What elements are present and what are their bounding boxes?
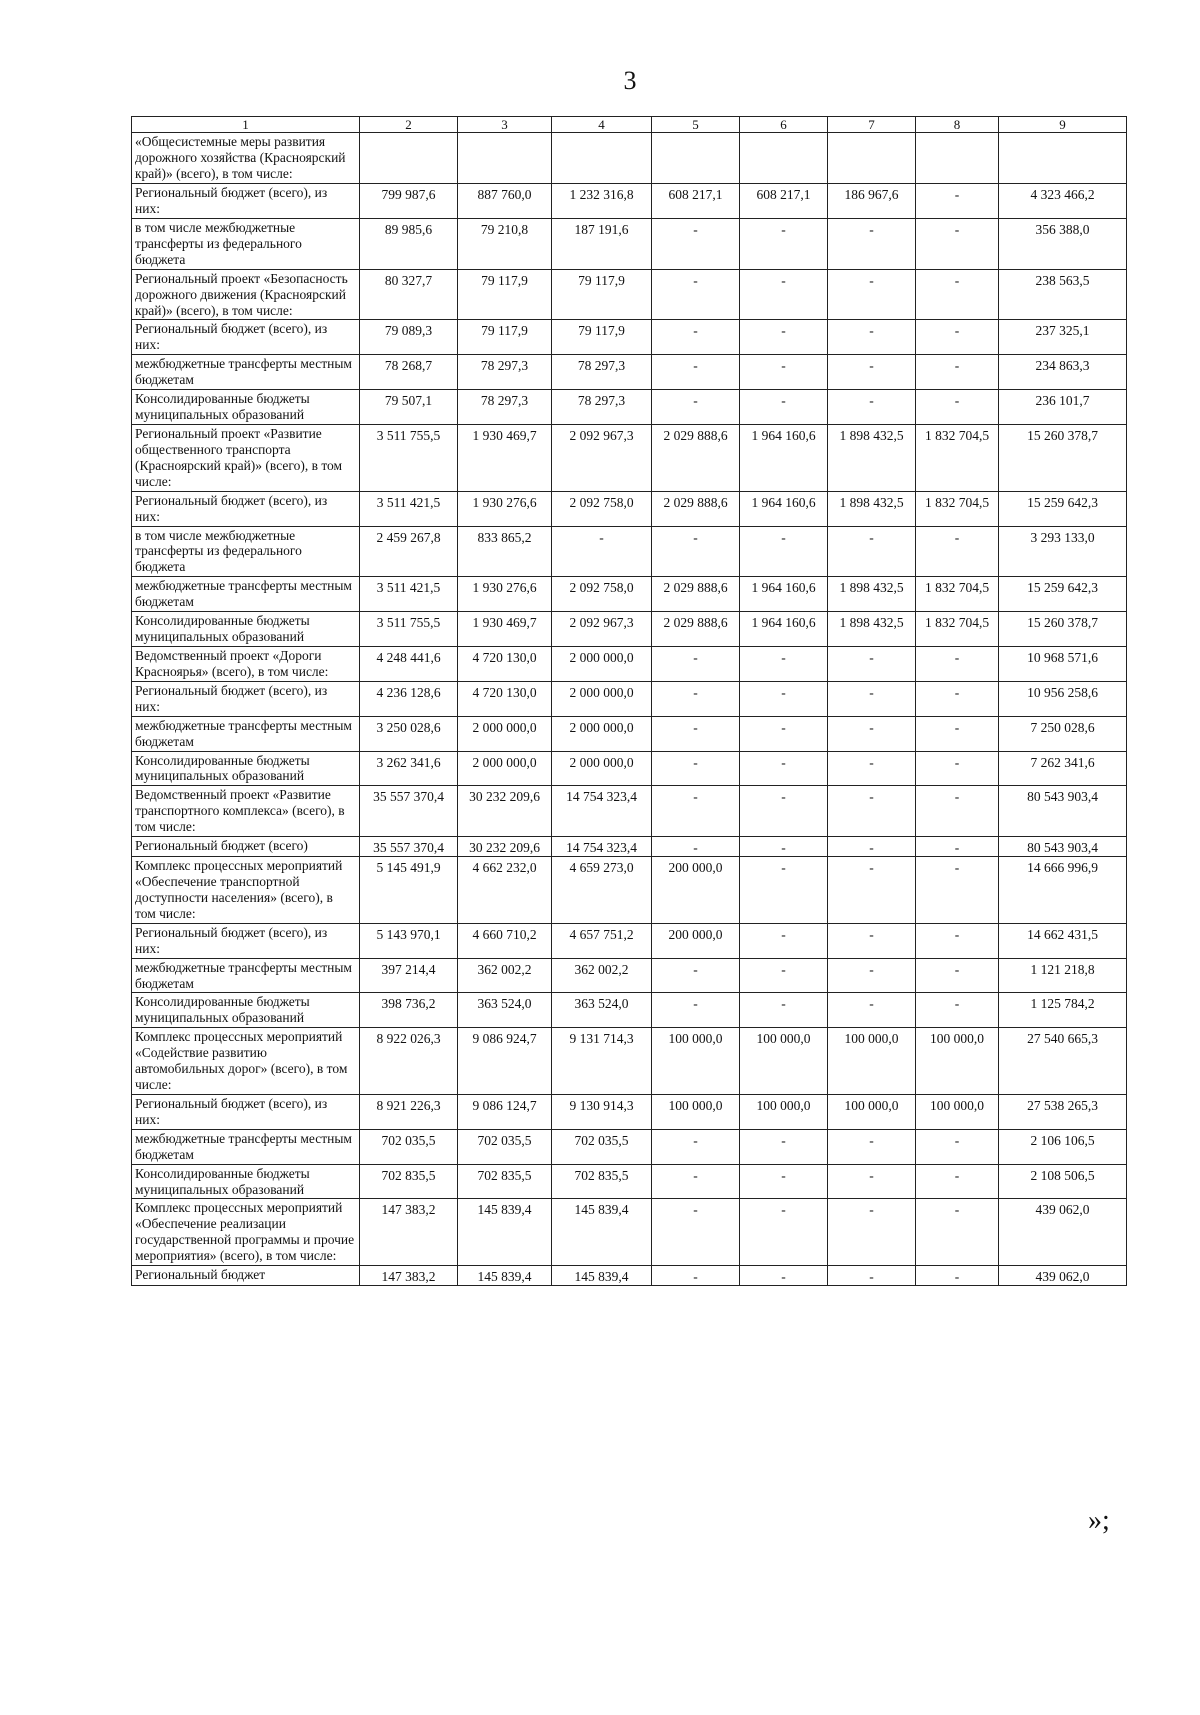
value-cell: 89 985,6: [360, 218, 458, 269]
value-cell: 4 720 130,0: [458, 681, 552, 716]
value-cell: 27 540 665,3: [999, 1028, 1127, 1095]
row-label: Ведомственный проект «Развитие транспортного комплекса» (всего), в том числе:: [132, 786, 360, 837]
table-row: [132, 491, 1127, 526]
table-row: [132, 355, 1127, 390]
value-cell: 702 835,5: [552, 1164, 652, 1199]
row-label: межбюджетные трансферты местным бюджетам: [132, 1129, 360, 1164]
value-cell: 1 930 469,7: [458, 425, 552, 492]
table-row: [132, 218, 1127, 269]
value-cell: -: [828, 837, 916, 857]
row-label: Региональный бюджет (всего), из них:: [132, 184, 360, 219]
column-header-5: 5: [652, 117, 740, 133]
value-cell: -: [916, 1199, 999, 1266]
value-cell: -: [652, 958, 740, 993]
value-cell: -: [916, 716, 999, 751]
value-cell: 4 323 466,2: [999, 184, 1127, 219]
column-header-1: 1: [132, 117, 360, 133]
value-cell: 608 217,1: [652, 184, 740, 219]
row-label: Консолидированные бюджеты муниципальных образований: [132, 751, 360, 786]
row-label: Комплекс процессных мероприятий «Обеспечение реализации государственной программы и прочие мероприятия» (всего), в том числе:: [132, 1199, 360, 1266]
value-cell: 15 260 378,7: [999, 425, 1127, 492]
column-header-3: 3: [458, 117, 552, 133]
value-cell: 3 262 341,6: [360, 751, 458, 786]
value-cell: -: [828, 1199, 916, 1266]
value-cell: 799 987,6: [360, 184, 458, 219]
value-cell: -: [740, 1164, 828, 1199]
value-cell: -: [828, 646, 916, 681]
value-cell: -: [652, 269, 740, 320]
value-cell: 608 217,1: [740, 184, 828, 219]
table-row: [132, 1129, 1127, 1164]
column-header-6: 6: [740, 117, 828, 133]
value-cell: -: [740, 355, 828, 390]
value-cell: 78 268,7: [360, 355, 458, 390]
value-cell: 1 898 432,5: [828, 577, 916, 612]
value-cell: 27 538 265,3: [999, 1094, 1127, 1129]
value-cell: 79 089,3: [360, 320, 458, 355]
row-label: межбюджетные трансферты местным бюджетам: [132, 716, 360, 751]
value-cell: 1 832 704,5: [916, 612, 999, 647]
value-cell: -: [740, 958, 828, 993]
row-label: Ведомственный проект «Дороги Красноярья» (всего), в том числе:: [132, 646, 360, 681]
value-cell: [828, 133, 916, 184]
table-row: [132, 526, 1127, 577]
value-cell: -: [652, 355, 740, 390]
value-cell: -: [740, 1199, 828, 1266]
table-row: [132, 681, 1127, 716]
table-row: [132, 133, 1127, 184]
table-row: [132, 751, 1127, 786]
value-cell: 100 000,0: [828, 1028, 916, 1095]
table-row: [132, 269, 1127, 320]
value-cell: [740, 133, 828, 184]
value-cell: 1 964 160,6: [740, 577, 828, 612]
value-cell: -: [916, 1266, 999, 1286]
value-cell: 14 754 323,4: [552, 786, 652, 837]
value-cell: -: [916, 320, 999, 355]
value-cell: [552, 133, 652, 184]
value-cell: 1 930 276,6: [458, 491, 552, 526]
value-cell: 1 125 784,2: [999, 993, 1127, 1028]
value-cell: 78 297,3: [552, 355, 652, 390]
row-label: Региональный проект «Развитие общественного транспорта (Красноярский край)» (всего), в том числе:: [132, 425, 360, 492]
value-cell: 78 297,3: [458, 355, 552, 390]
value-cell: 15 260 378,7: [999, 612, 1127, 647]
value-cell: 4 660 710,2: [458, 923, 552, 958]
table-row: [132, 958, 1127, 993]
value-cell: -: [916, 184, 999, 219]
table-row: [132, 837, 1127, 857]
value-cell: 702 035,5: [552, 1129, 652, 1164]
value-cell: 2 000 000,0: [552, 751, 652, 786]
value-cell: -: [740, 786, 828, 837]
value-cell: 1 930 276,6: [458, 577, 552, 612]
value-cell: -: [916, 390, 999, 425]
value-cell: 10 956 258,6: [999, 681, 1127, 716]
value-cell: -: [916, 218, 999, 269]
page-number: 3: [623, 66, 637, 95]
table-row: [132, 716, 1127, 751]
value-cell: 100 000,0: [740, 1028, 828, 1095]
value-cell: -: [740, 681, 828, 716]
table-row: [132, 320, 1127, 355]
value-cell: 887 760,0: [458, 184, 552, 219]
value-cell: 200 000,0: [652, 857, 740, 924]
value-cell: -: [916, 751, 999, 786]
value-cell: 702 035,5: [458, 1129, 552, 1164]
table-row: [132, 993, 1127, 1028]
value-cell: -: [916, 269, 999, 320]
value-cell: 7 262 341,6: [999, 751, 1127, 786]
value-cell: 7 250 028,6: [999, 716, 1127, 751]
value-cell: 79 117,9: [458, 269, 552, 320]
row-label: Региональный бюджет (всего), из них:: [132, 923, 360, 958]
value-cell: 1 832 704,5: [916, 425, 999, 492]
value-cell: -: [916, 786, 999, 837]
value-cell: 8 922 026,3: [360, 1028, 458, 1095]
value-cell: 100 000,0: [828, 1094, 916, 1129]
value-cell: 79 117,9: [552, 269, 652, 320]
row-label: «Общесистемные меры развития дорожного хозяйства (Красноярский край)» (всего), в том числе:: [132, 133, 360, 184]
value-cell: -: [652, 390, 740, 425]
value-cell: -: [652, 786, 740, 837]
value-cell: 100 000,0: [916, 1028, 999, 1095]
table-row: [132, 390, 1127, 425]
value-cell: 1 964 160,6: [740, 612, 828, 647]
value-cell: 362 002,2: [552, 958, 652, 993]
value-cell: -: [552, 526, 652, 577]
value-cell: 78 297,3: [552, 390, 652, 425]
value-cell: 9 130 914,3: [552, 1094, 652, 1129]
value-cell: -: [828, 526, 916, 577]
row-label: Региональный бюджет: [132, 1266, 360, 1286]
value-cell: 9 086 924,7: [458, 1028, 552, 1095]
value-cell: 2 092 758,0: [552, 491, 652, 526]
row-label: Региональный бюджет (всего), из них:: [132, 681, 360, 716]
value-cell: -: [652, 1129, 740, 1164]
value-cell: -: [740, 646, 828, 681]
value-cell: 2 106 106,5: [999, 1129, 1127, 1164]
value-cell: -: [828, 786, 916, 837]
value-cell: -: [652, 526, 740, 577]
value-cell: 4 236 128,6: [360, 681, 458, 716]
value-cell: 14 662 431,5: [999, 923, 1127, 958]
value-cell: [652, 133, 740, 184]
value-cell: -: [828, 390, 916, 425]
row-label: Консолидированные бюджеты муниципальных образований: [132, 612, 360, 647]
table-row: [132, 425, 1127, 492]
value-cell: 100 000,0: [652, 1028, 740, 1095]
value-cell: -: [828, 751, 916, 786]
row-label: Консолидированные бюджеты муниципальных образований: [132, 390, 360, 425]
value-cell: 2 092 967,3: [552, 612, 652, 647]
table-row: [132, 612, 1127, 647]
value-cell: 363 524,0: [552, 993, 652, 1028]
value-cell: 4 720 130,0: [458, 646, 552, 681]
row-label: Региональный бюджет (всего), из них:: [132, 1094, 360, 1129]
value-cell: -: [652, 716, 740, 751]
value-cell: -: [740, 716, 828, 751]
value-cell: 9 131 714,3: [552, 1028, 652, 1095]
value-cell: 236 101,7: [999, 390, 1127, 425]
value-cell: 1 898 432,5: [828, 491, 916, 526]
value-cell: 145 839,4: [552, 1266, 652, 1286]
value-cell: 2 092 967,3: [552, 425, 652, 492]
value-cell: -: [740, 390, 828, 425]
value-cell: 2 000 000,0: [458, 716, 552, 751]
value-cell: -: [652, 681, 740, 716]
table-row: [132, 1199, 1127, 1266]
value-cell: 833 865,2: [458, 526, 552, 577]
value-cell: 3 250 028,6: [360, 716, 458, 751]
value-cell: 1 121 218,8: [999, 958, 1127, 993]
value-cell: -: [740, 751, 828, 786]
value-cell: 2 000 000,0: [552, 646, 652, 681]
value-cell: 145 839,4: [458, 1266, 552, 1286]
value-cell: 30 232 209,6: [458, 837, 552, 857]
value-cell: 79 210,8: [458, 218, 552, 269]
table-row: [132, 577, 1127, 612]
value-cell: 702 035,5: [360, 1129, 458, 1164]
value-cell: -: [916, 857, 999, 924]
value-cell: 186 967,6: [828, 184, 916, 219]
value-cell: 356 388,0: [999, 218, 1127, 269]
value-cell: 35 557 370,4: [360, 786, 458, 837]
value-cell: 2 108 506,5: [999, 1164, 1127, 1199]
table-body: [132, 133, 1127, 1286]
table-row: [132, 923, 1127, 958]
value-cell: -: [740, 857, 828, 924]
value-cell: -: [740, 320, 828, 355]
value-cell: -: [916, 646, 999, 681]
value-cell: 1 964 160,6: [740, 425, 828, 492]
value-cell: 4 657 751,2: [552, 923, 652, 958]
value-cell: 3 511 421,5: [360, 577, 458, 612]
table-row: [132, 1028, 1127, 1095]
budget-table: [131, 116, 1127, 1286]
value-cell: 1 232 316,8: [552, 184, 652, 219]
closing-quote-mark: »;: [1088, 1505, 1110, 1536]
value-cell: 9 086 124,7: [458, 1094, 552, 1129]
value-cell: -: [740, 526, 828, 577]
value-cell: 3 511 755,5: [360, 425, 458, 492]
value-cell: 2 029 888,6: [652, 612, 740, 647]
value-cell: 15 259 642,3: [999, 577, 1127, 612]
value-cell: 100 000,0: [740, 1094, 828, 1129]
value-cell: 2 029 888,6: [652, 491, 740, 526]
value-cell: 2 000 000,0: [458, 751, 552, 786]
value-cell: 363 524,0: [458, 993, 552, 1028]
value-cell: -: [740, 837, 828, 857]
value-cell: 2 459 267,8: [360, 526, 458, 577]
value-cell: 397 214,4: [360, 958, 458, 993]
value-cell: -: [652, 1266, 740, 1286]
value-cell: 14 666 996,9: [999, 857, 1127, 924]
row-label: Консолидированные бюджеты муниципальных образований: [132, 993, 360, 1028]
value-cell: 2 029 888,6: [652, 577, 740, 612]
column-header-9: 9: [999, 117, 1127, 133]
value-cell: -: [828, 716, 916, 751]
value-cell: -: [740, 993, 828, 1028]
value-cell: 79 117,9: [552, 320, 652, 355]
header-row: [132, 117, 1127, 133]
value-cell: -: [916, 993, 999, 1028]
value-cell: 145 839,4: [458, 1199, 552, 1266]
value-cell: 1 832 704,5: [916, 577, 999, 612]
value-cell: 2 000 000,0: [552, 716, 652, 751]
value-cell: -: [828, 958, 916, 993]
value-cell: -: [652, 320, 740, 355]
column-header-7: 7: [828, 117, 916, 133]
value-cell: 702 835,5: [360, 1164, 458, 1199]
row-label: в том числе межбюджетные трансферты из федерального бюджета: [132, 526, 360, 577]
value-cell: -: [828, 993, 916, 1028]
column-header-4: 4: [552, 117, 652, 133]
value-cell: -: [652, 993, 740, 1028]
value-cell: 79 507,1: [360, 390, 458, 425]
table-row: [132, 646, 1127, 681]
value-cell: -: [652, 218, 740, 269]
value-cell: 237 325,1: [999, 320, 1127, 355]
column-header-2: 2: [360, 117, 458, 133]
row-label: Консолидированные бюджеты муниципальных образований: [132, 1164, 360, 1199]
value-cell: 15 259 642,3: [999, 491, 1127, 526]
value-cell: [999, 133, 1127, 184]
value-cell: 1 898 432,5: [828, 612, 916, 647]
value-cell: [458, 133, 552, 184]
value-cell: 439 062,0: [999, 1266, 1127, 1286]
value-cell: -: [916, 681, 999, 716]
table-row: [132, 1266, 1127, 1286]
row-label: Комплекс процессных мероприятий «Содействие развитию автомобильных дорог» (всего), в том числе:: [132, 1028, 360, 1095]
value-cell: 80 543 903,4: [999, 786, 1127, 837]
value-cell: -: [916, 1129, 999, 1164]
value-cell: 35 557 370,4: [360, 837, 458, 857]
value-cell: -: [740, 1129, 828, 1164]
value-cell: 79 117,9: [458, 320, 552, 355]
value-cell: -: [916, 526, 999, 577]
table-row: [132, 1094, 1127, 1129]
value-cell: 145 839,4: [552, 1199, 652, 1266]
value-cell: [360, 133, 458, 184]
value-cell: 10 968 571,6: [999, 646, 1127, 681]
value-cell: 3 511 421,5: [360, 491, 458, 526]
value-cell: 100 000,0: [916, 1094, 999, 1129]
value-cell: -: [828, 1129, 916, 1164]
row-label: Региональный проект «Безопасность дорожного движения (Красноярский край)» (всего), в том числе:: [132, 269, 360, 320]
value-cell: -: [828, 355, 916, 390]
value-cell: [916, 133, 999, 184]
value-cell: 439 062,0: [999, 1199, 1127, 1266]
value-cell: 5 145 491,9: [360, 857, 458, 924]
value-cell: 398 736,2: [360, 993, 458, 1028]
value-cell: 5 143 970,1: [360, 923, 458, 958]
value-cell: -: [916, 1164, 999, 1199]
value-cell: 2 000 000,0: [552, 681, 652, 716]
value-cell: 147 383,2: [360, 1199, 458, 1266]
value-cell: 4 662 232,0: [458, 857, 552, 924]
value-cell: -: [828, 269, 916, 320]
table-row: [132, 1164, 1127, 1199]
value-cell: 702 835,5: [458, 1164, 552, 1199]
value-cell: -: [916, 923, 999, 958]
value-cell: 80 327,7: [360, 269, 458, 320]
value-cell: 1 832 704,5: [916, 491, 999, 526]
value-cell: -: [828, 857, 916, 924]
row-label: межбюджетные трансферты местным бюджетам: [132, 958, 360, 993]
value-cell: 2 092 758,0: [552, 577, 652, 612]
value-cell: 8 921 226,3: [360, 1094, 458, 1129]
value-cell: -: [828, 1164, 916, 1199]
row-label: Региональный бюджет (всего), из них:: [132, 320, 360, 355]
value-cell: 14 754 323,4: [552, 837, 652, 857]
table-header: [132, 117, 1127, 133]
value-cell: -: [740, 1266, 828, 1286]
row-label: межбюджетные трансферты местным бюджетам: [132, 577, 360, 612]
value-cell: -: [828, 1266, 916, 1286]
value-cell: 238 563,5: [999, 269, 1127, 320]
row-label: Комплекс процессных мероприятий «Обеспечение транспортной доступности населения» (всего), в том числе:: [132, 857, 360, 924]
table-row: [132, 786, 1127, 837]
value-cell: 30 232 209,6: [458, 786, 552, 837]
value-cell: -: [652, 1199, 740, 1266]
value-cell: 4 248 441,6: [360, 646, 458, 681]
value-cell: 234 863,3: [999, 355, 1127, 390]
column-header-8: 8: [916, 117, 999, 133]
row-label: в том числе межбюджетные трансферты из федерального бюджета: [132, 218, 360, 269]
value-cell: 2 029 888,6: [652, 425, 740, 492]
value-cell: -: [828, 681, 916, 716]
table-row: [132, 184, 1127, 219]
value-cell: -: [652, 837, 740, 857]
value-cell: 147 383,2: [360, 1266, 458, 1286]
value-cell: -: [916, 958, 999, 993]
value-cell: 200 000,0: [652, 923, 740, 958]
row-label: Региональный бюджет (всего): [132, 837, 360, 857]
value-cell: 78 297,3: [458, 390, 552, 425]
value-cell: 1 930 469,7: [458, 612, 552, 647]
value-cell: -: [652, 646, 740, 681]
value-cell: 3 511 755,5: [360, 612, 458, 647]
value-cell: -: [916, 837, 999, 857]
row-label: Региональный бюджет (всего), из них:: [132, 491, 360, 526]
value-cell: -: [828, 320, 916, 355]
value-cell: -: [652, 1164, 740, 1199]
value-cell: 4 659 273,0: [552, 857, 652, 924]
value-cell: 80 543 903,4: [999, 837, 1127, 857]
value-cell: -: [740, 923, 828, 958]
value-cell: -: [740, 218, 828, 269]
value-cell: 187 191,6: [552, 218, 652, 269]
table-row: [132, 857, 1127, 924]
row-label: межбюджетные трансферты местным бюджетам: [132, 355, 360, 390]
value-cell: -: [828, 218, 916, 269]
value-cell: 1 964 160,6: [740, 491, 828, 526]
value-cell: 362 002,2: [458, 958, 552, 993]
value-cell: 100 000,0: [652, 1094, 740, 1129]
value-cell: -: [828, 923, 916, 958]
value-cell: -: [916, 355, 999, 390]
value-cell: 3 293 133,0: [999, 526, 1127, 577]
value-cell: -: [740, 269, 828, 320]
value-cell: 1 898 432,5: [828, 425, 916, 492]
value-cell: -: [652, 751, 740, 786]
